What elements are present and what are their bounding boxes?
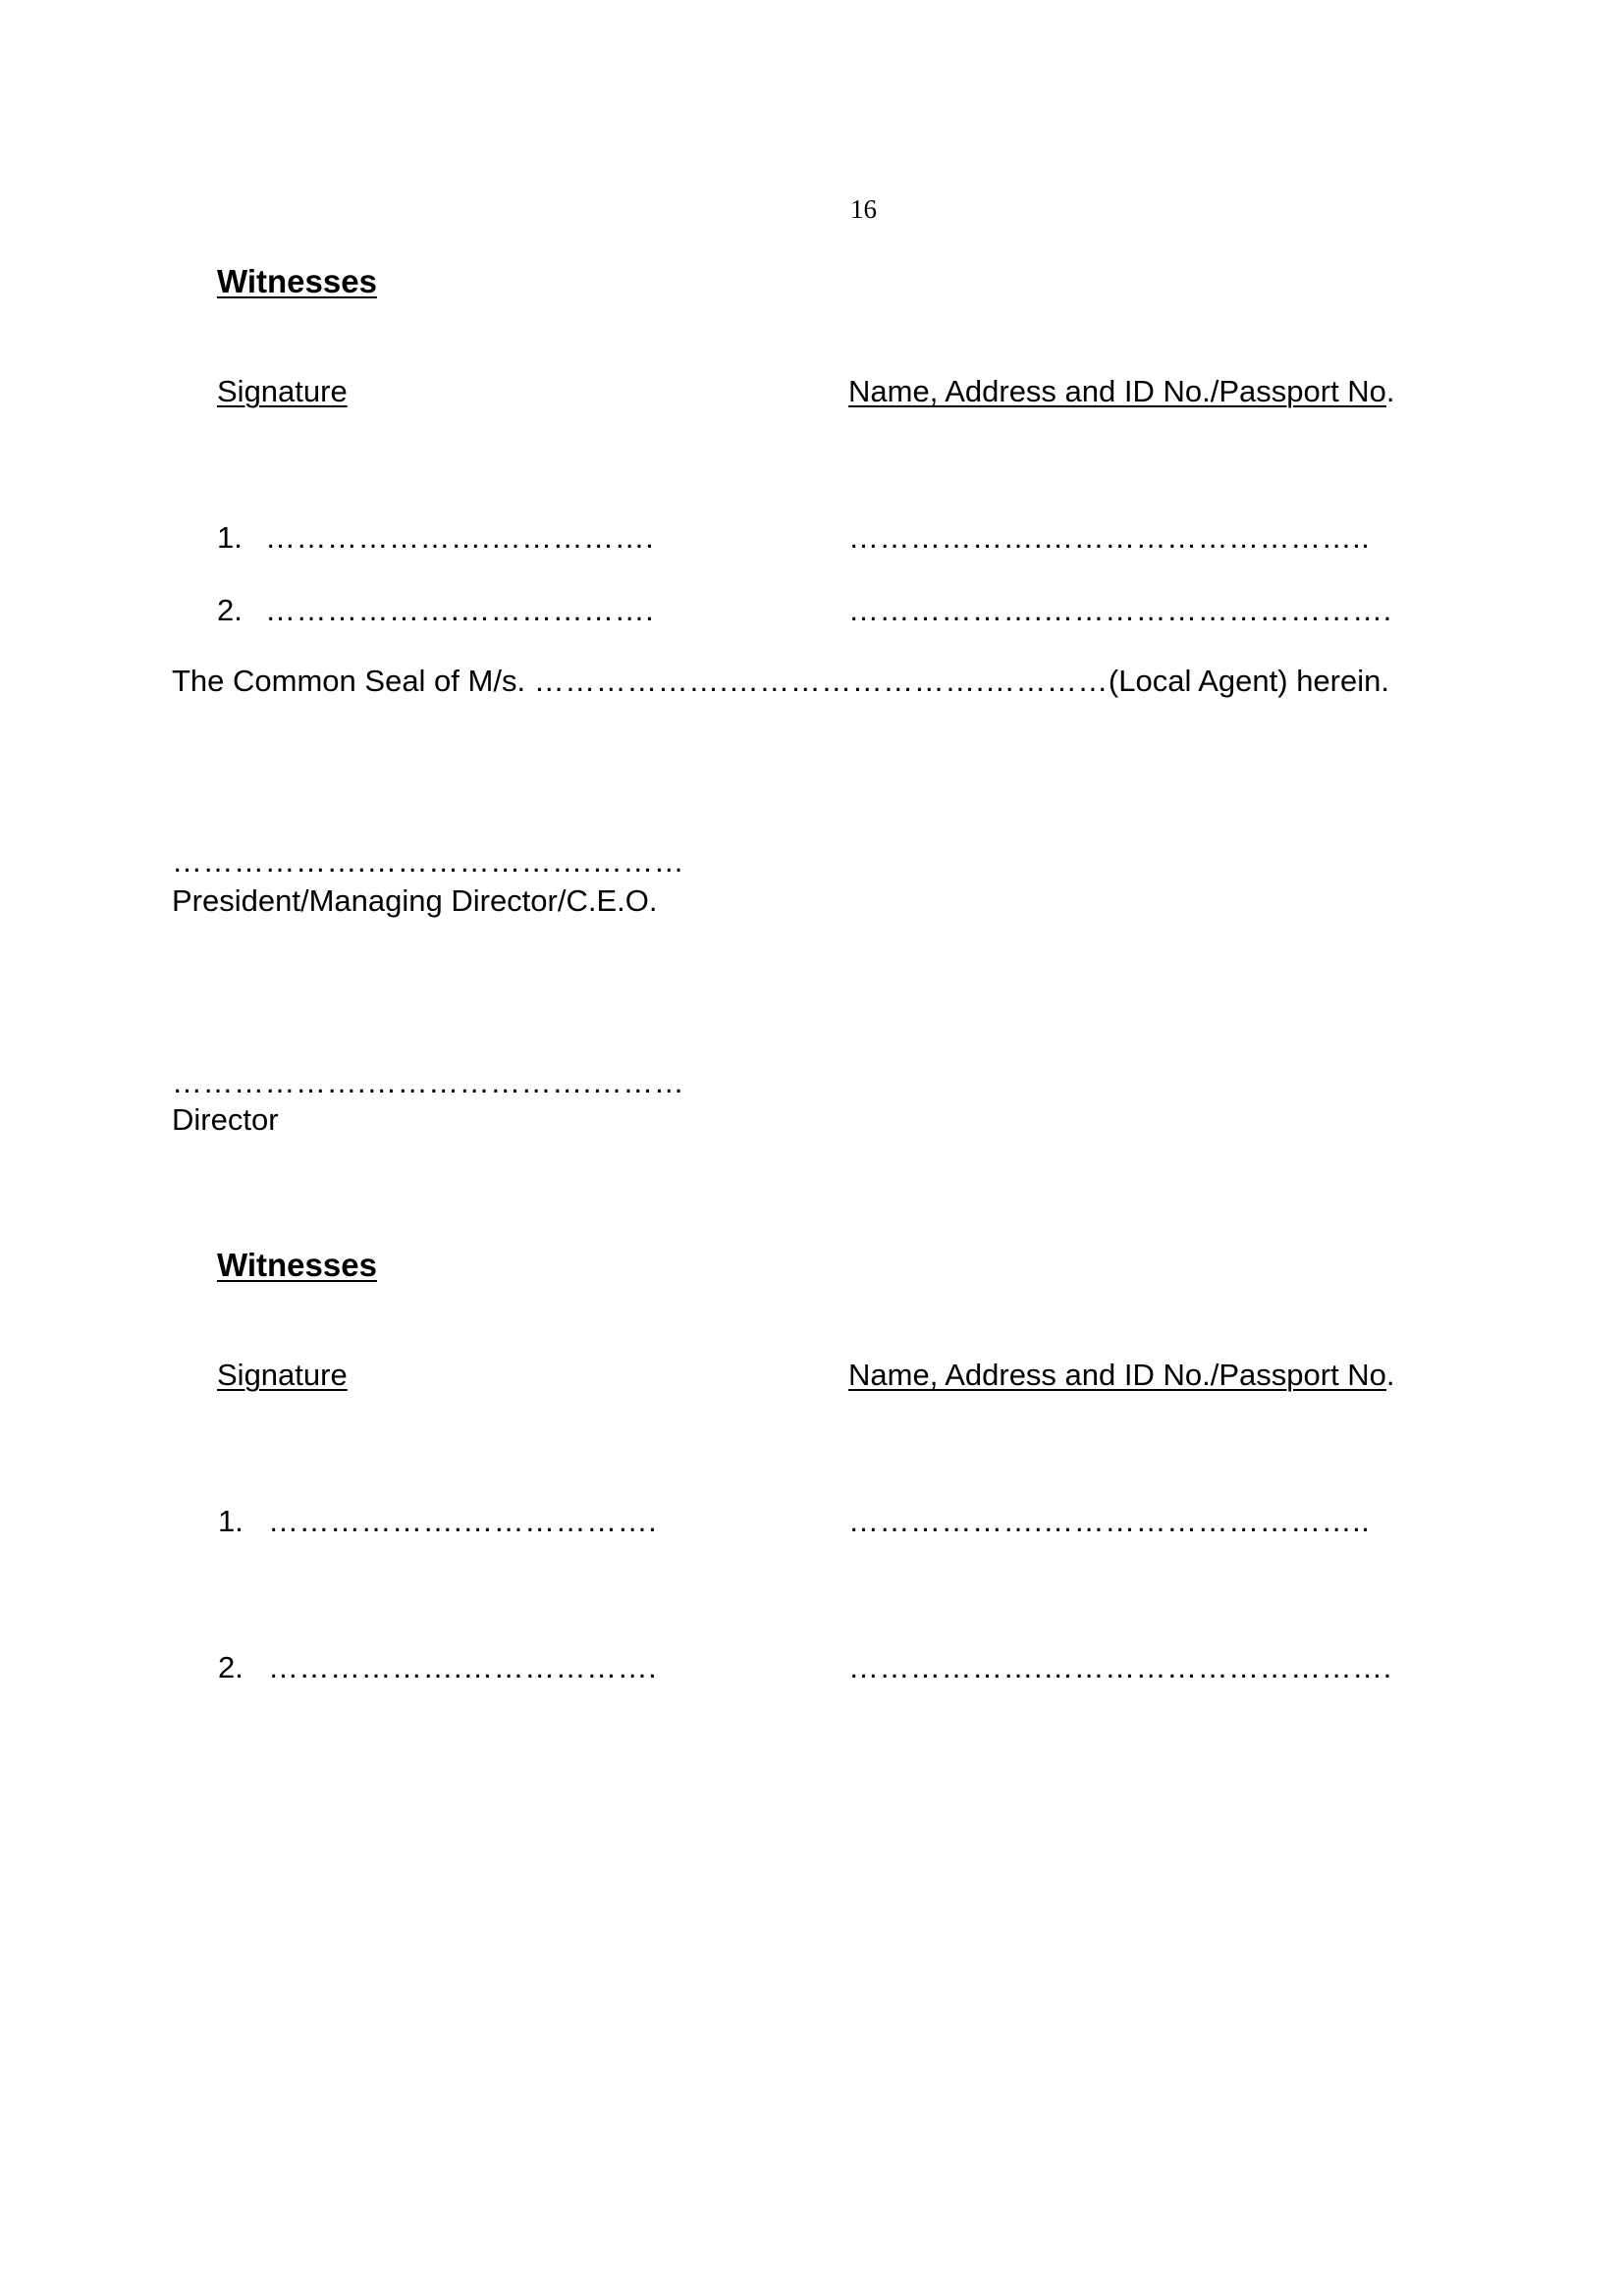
witness-name-line: ……………….………………………….. [848, 520, 1371, 555]
name-address-column-header-top [848, 376, 1395, 406]
page-number: 16 [850, 194, 877, 224]
name-address-column-header-bottom [848, 1360, 1395, 1390]
name-address-header-text: Name, Address and ID No./Passport No [848, 1358, 1386, 1392]
witness-signature-line: ……………….………………. [268, 1650, 658, 1684]
common-seal-suffix: (Local Agent) herein. [1108, 664, 1389, 698]
name-address-header-period: . [1385, 1358, 1395, 1392]
common-seal-dots: ……………….…………………….………… [533, 664, 1109, 698]
common-seal-line [172, 666, 1389, 696]
signature-column-header-bottom: Signature [217, 1358, 348, 1392]
director-signature-line: ……………….………………….……… [172, 1065, 685, 1099]
name-address-header-period: . [1385, 374, 1395, 408]
witness-row-number: 2. [217, 593, 243, 627]
president-signature-line: ……………….………………….……… [172, 844, 685, 879]
witnesses-heading-top: Witnesses [217, 263, 377, 299]
witness-row-number: 1. [217, 520, 243, 555]
director-title: Director [172, 1102, 279, 1137]
witness-name-line: ……………….………………………….. [848, 1504, 1371, 1538]
name-address-header-text: Name, Address and ID No./Passport No [848, 374, 1386, 408]
witness-row-number: 1. [218, 1504, 244, 1538]
witness-signature-line: ……………….………………. [268, 1504, 658, 1538]
signature-column-header-top: Signature [217, 374, 348, 408]
president-title: President/Managing Director/C.E.O. [172, 883, 658, 918]
common-seal-prefix: The Common Seal of M/s. [172, 664, 534, 698]
witnesses-heading-bottom: Witnesses [217, 1247, 377, 1283]
witness-name-line: ……………….……………………………. [848, 1650, 1392, 1684]
witness-name-line: ……………….……………………………. [848, 593, 1392, 627]
witness-row-number: 2. [218, 1650, 244, 1684]
witness-signature-line: ……………….………………. [265, 593, 655, 627]
witness-signature-line: ………………….……………. [265, 520, 655, 555]
